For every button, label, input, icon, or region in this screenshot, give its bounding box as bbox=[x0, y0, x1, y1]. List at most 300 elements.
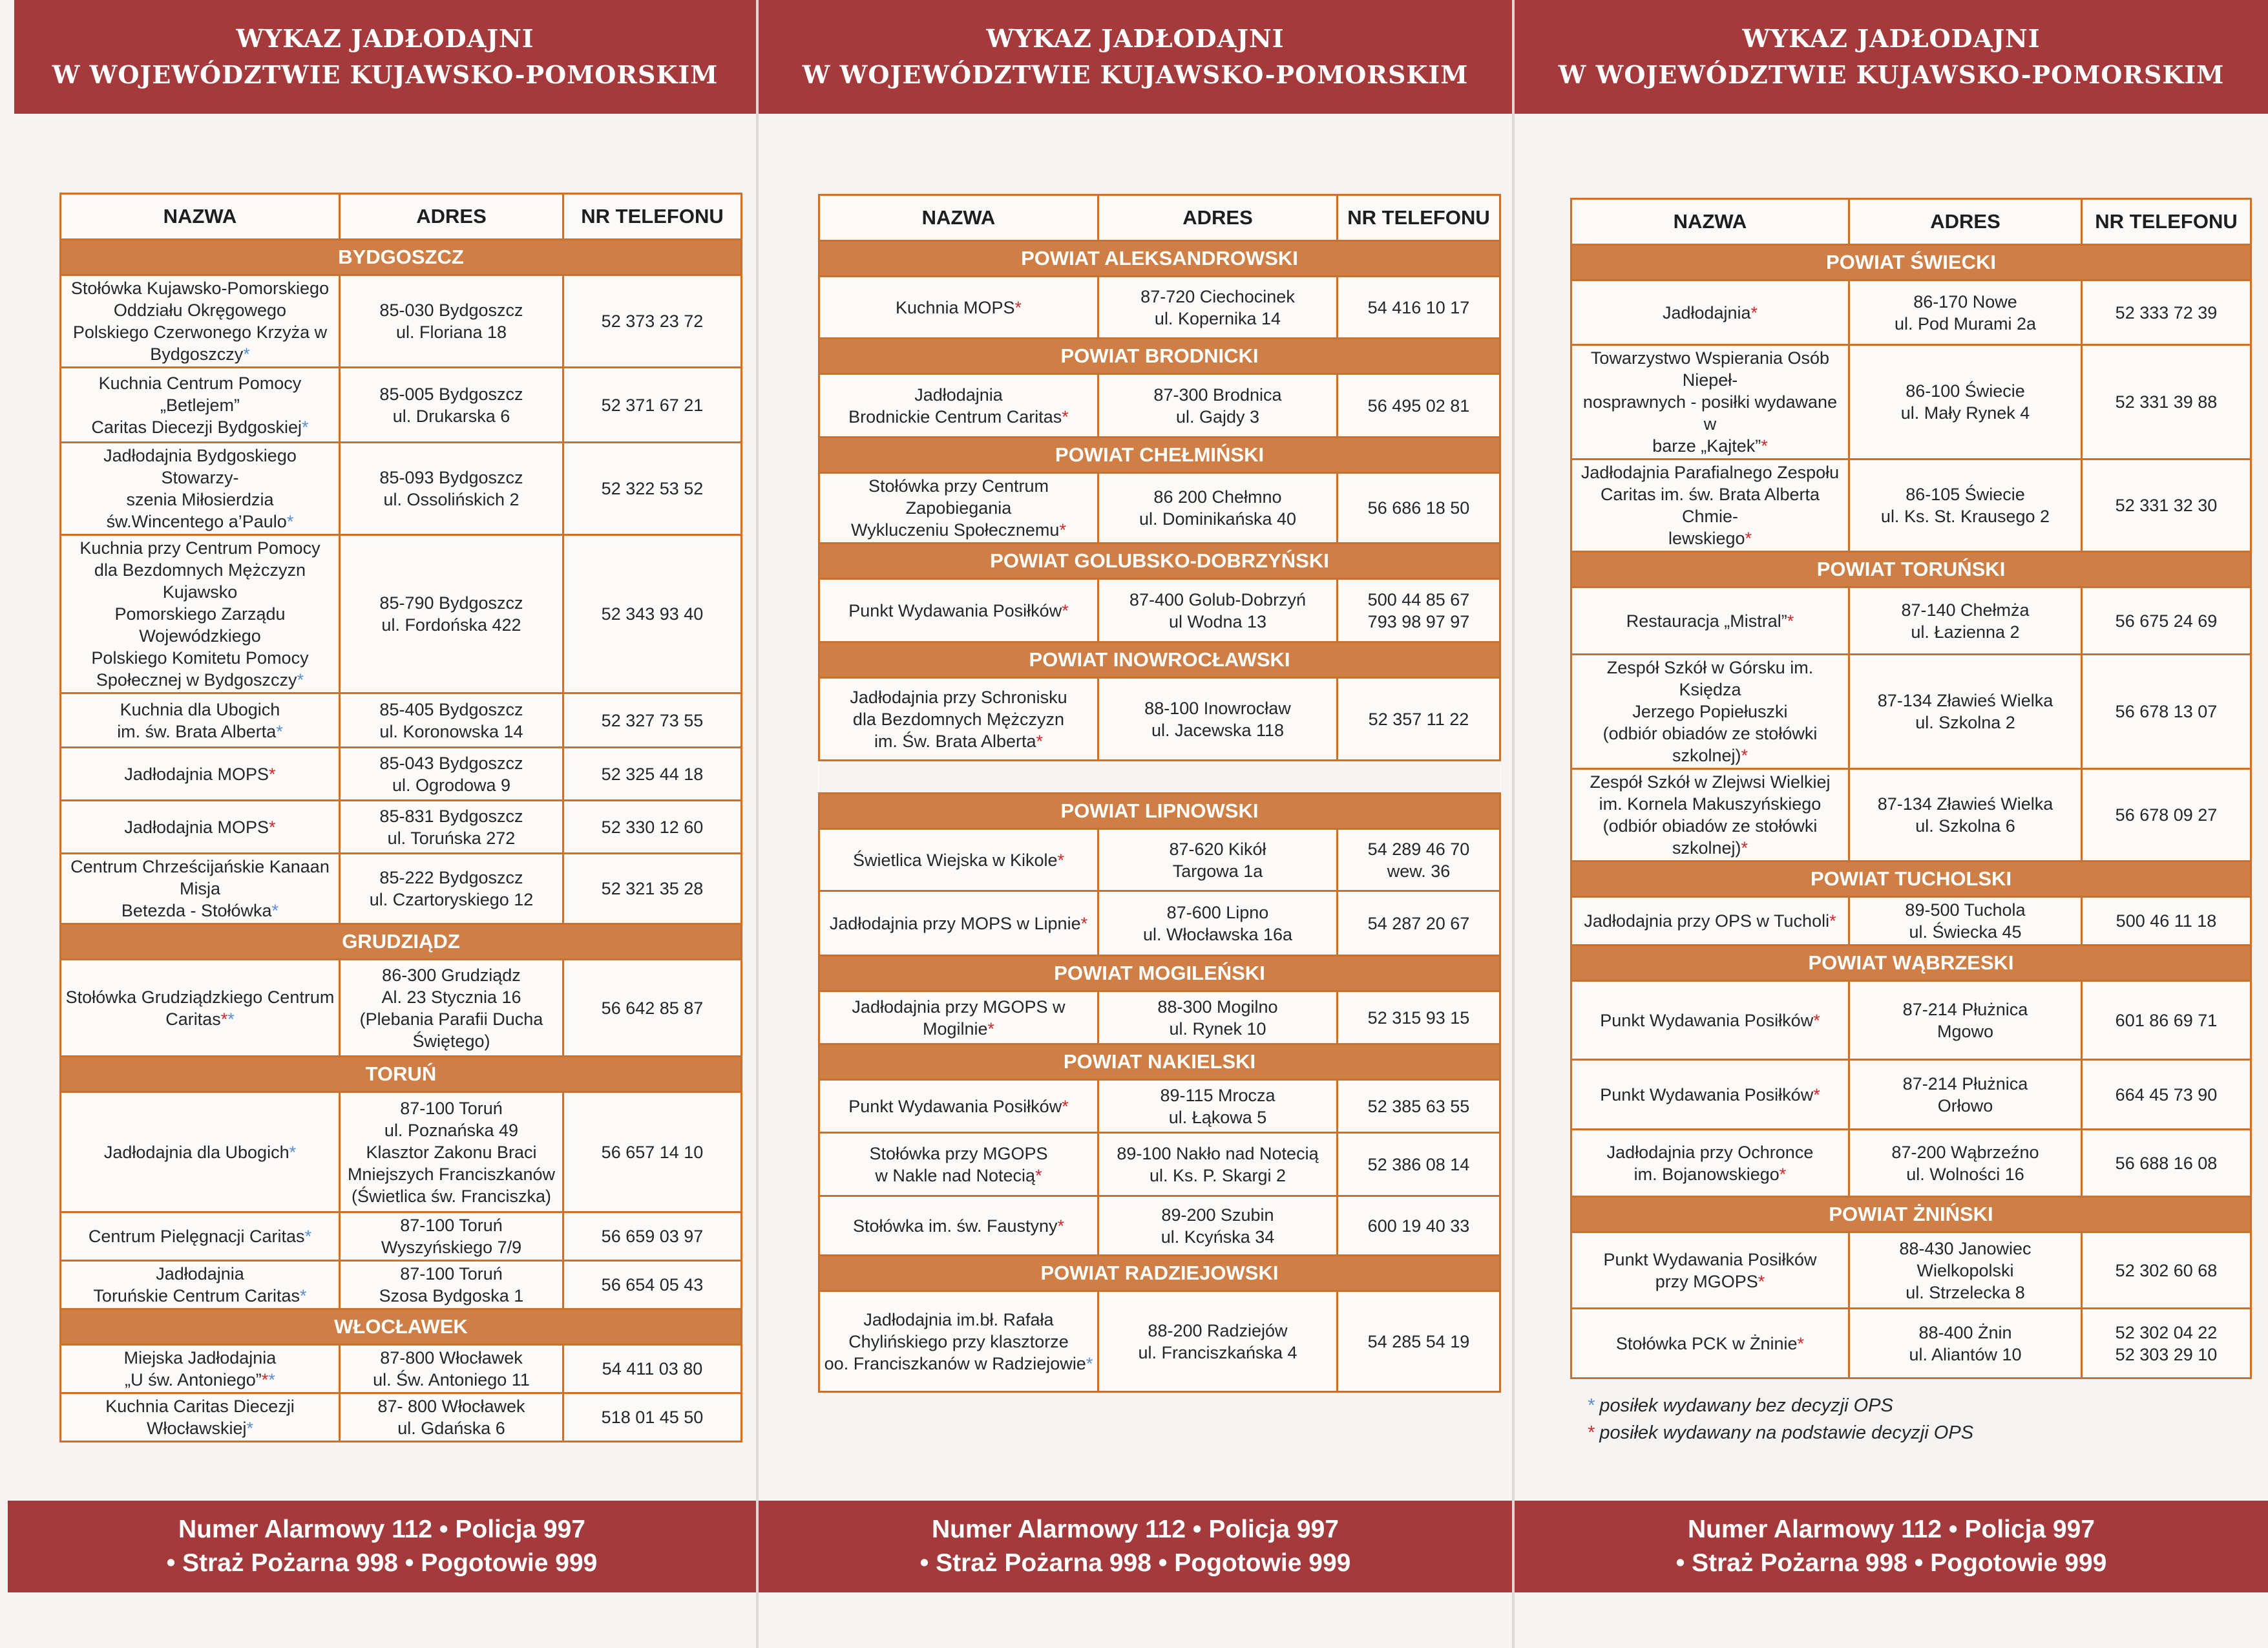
jadlodajnie-table bbox=[59, 193, 742, 1442]
cell-line: 56 688 16 08 bbox=[2115, 1153, 2218, 1173]
cell-address bbox=[340, 1212, 563, 1261]
cell-line: dla Bezdomnych Mężczyzn bbox=[852, 709, 1065, 729]
cell-name bbox=[61, 1212, 340, 1261]
cell-line: 87-100 Toruń bbox=[400, 1264, 503, 1284]
cell-line: 56 495 02 81 bbox=[1367, 396, 1470, 416]
cell-line: (Świetlica św. Franciszka) bbox=[351, 1186, 552, 1206]
cell-line: 52 327 73 55 bbox=[601, 710, 704, 730]
section-title: POWIAT TORUŃSKI bbox=[1571, 552, 2251, 587]
cell-line: 52 303 29 10 bbox=[2115, 1344, 2218, 1364]
cell-line: Restauracja „Mistral”* bbox=[1626, 611, 1794, 631]
cell-line: 85-405 Bydgoszcz bbox=[379, 699, 523, 719]
cell-name bbox=[819, 1196, 1098, 1256]
cell-line: 56 642 85 87 bbox=[601, 998, 704, 1018]
cell-line: ul Wodna 13 bbox=[1168, 611, 1267, 631]
cell-address bbox=[1098, 374, 1338, 438]
cell-address bbox=[1849, 769, 2082, 861]
table-row bbox=[819, 374, 1500, 438]
cell-line: 52 302 60 68 bbox=[2115, 1260, 2218, 1280]
cell-name bbox=[61, 748, 340, 801]
cell-phone bbox=[1338, 579, 1500, 642]
cell-line: Jadłodajnia bbox=[156, 1264, 244, 1284]
star-red-icon: * bbox=[1797, 1333, 1805, 1353]
cell-name bbox=[819, 374, 1098, 438]
cell-line: 86-100 Świecie bbox=[1906, 381, 2025, 401]
cell-line: 52 343 93 40 bbox=[601, 604, 704, 624]
star-blue-icon: * bbox=[1587, 1395, 1595, 1416]
column-header-name: NAZWA bbox=[61, 194, 340, 240]
cell-line: 52 321 35 28 bbox=[601, 879, 704, 898]
section-title: POWIAT CHEŁMIŃSKI bbox=[819, 438, 1500, 473]
section-header-row bbox=[1571, 552, 2251, 587]
cell-line: 87-140 Chełmża bbox=[1901, 600, 2030, 620]
cell-name bbox=[819, 678, 1098, 761]
table-row bbox=[1571, 1309, 2251, 1379]
cell-address bbox=[1849, 460, 2082, 552]
legend-text-blue: posiłek wydawany bez decyzji OPS bbox=[1599, 1395, 1893, 1416]
star-red-icon: * bbox=[1057, 850, 1065, 870]
cell-line: Zespół Szkół w Górsku im. Księdza bbox=[1606, 658, 1814, 699]
cell-line: Targowa 1a bbox=[1172, 861, 1263, 881]
section-header-row bbox=[1571, 945, 2251, 981]
section-header-row bbox=[819, 241, 1500, 277]
cell-line: 87-100 Toruń bbox=[400, 1216, 503, 1235]
cell-line: 87-800 Włocławek bbox=[380, 1348, 523, 1368]
section-title: POWIAT INOWROCŁAWSKI bbox=[819, 642, 1500, 678]
cell-line: Caritas im. św. Brata Alberta Chmie- bbox=[1600, 485, 1820, 526]
header-title-line1: WYKAZ JADŁODAJNI bbox=[236, 24, 534, 53]
cell-line: dla Bezdomnych Mężczyzn Kujawsko bbox=[94, 560, 306, 602]
cell-line: Pomorskiego Zarządu Wojewódzkiego bbox=[114, 604, 286, 646]
cell-line: 87-400 Golub-Dobrzyń bbox=[1129, 589, 1307, 609]
cell-line: ul. Łąkowa 5 bbox=[1168, 1107, 1267, 1127]
cell-address bbox=[1849, 897, 2082, 945]
panel-middle bbox=[756, 0, 1512, 1648]
column-header-name: NAZWA bbox=[819, 195, 1098, 241]
star-red-icon: * bbox=[1813, 1084, 1820, 1104]
cell-phone bbox=[563, 1261, 742, 1309]
star-blue-icon: * bbox=[300, 1286, 307, 1305]
section-title: POWIAT ŚWIECKI bbox=[1571, 245, 2251, 280]
cell-address bbox=[340, 275, 563, 368]
section-header-row bbox=[1571, 1197, 2251, 1232]
table-row bbox=[61, 443, 742, 535]
star-red-icon: * bbox=[220, 1009, 228, 1029]
cell-line: 87-214 Płużnica bbox=[1902, 1073, 2028, 1093]
cell-address bbox=[340, 801, 563, 854]
emergency-numbers-line2: • Straż Pożarna 998 • Pogotowie 999 bbox=[1675, 1549, 2107, 1577]
cell-name bbox=[1571, 981, 1849, 1060]
table-row bbox=[61, 854, 742, 924]
cell-line: oo. Franciszkanów w Radziejowie* bbox=[824, 1353, 1093, 1373]
cell-line: 54 416 10 17 bbox=[1367, 297, 1470, 317]
cell-address bbox=[340, 1345, 563, 1393]
cell-address bbox=[340, 1261, 563, 1309]
cell-line: 88-100 Inowrocław bbox=[1144, 698, 1291, 718]
cell-line: ul. Aliantów 10 bbox=[1909, 1344, 2022, 1364]
cell-name bbox=[61, 854, 340, 924]
section-header-row bbox=[819, 1044, 1500, 1080]
cell-line: 86-105 Świecie bbox=[1906, 485, 2025, 504]
cell-line: ul. Ogrodowa 9 bbox=[392, 775, 511, 795]
cell-line: Miejska Jadłodajnia bbox=[123, 1348, 277, 1368]
cell-line: Jadłodajnia Bydgoskiego Stowarzy- bbox=[103, 446, 297, 487]
legend-item-blue bbox=[1587, 1392, 1973, 1419]
cell-line: 86-170 Nowe bbox=[1913, 291, 2017, 312]
cell-line: ul. Kcyńska 34 bbox=[1160, 1227, 1275, 1247]
cell-line: 88-200 Radziejów bbox=[1148, 1320, 1288, 1340]
cell-name bbox=[819, 891, 1098, 956]
jadlodajnie-table bbox=[818, 194, 1501, 1393]
cell-line: ul. Rynek 10 bbox=[1169, 1019, 1266, 1039]
cell-address bbox=[1098, 579, 1338, 642]
cell-line: Stołówka PCK w Żninie* bbox=[1615, 1333, 1805, 1353]
cell-phone bbox=[1338, 829, 1500, 891]
section-header-row bbox=[819, 1256, 1500, 1291]
cell-address bbox=[1098, 991, 1338, 1044]
cell-address bbox=[1098, 1196, 1338, 1256]
header-title-line2: W WOJEWÓDZTWIE KUJAWSKO-POMORSKIM bbox=[52, 60, 719, 89]
cell-line: ul. Włocławska 16a bbox=[1142, 924, 1293, 944]
star-red-icon: * bbox=[1035, 1165, 1042, 1185]
cell-line: 89-115 Mrocza bbox=[1160, 1085, 1276, 1105]
cell-phone bbox=[2082, 1060, 2251, 1130]
cell-name bbox=[1571, 1060, 1849, 1130]
cell-line: Jadłodajnia Parafialnego Zespołu bbox=[1580, 463, 1840, 482]
cell-line: ul. Świecka 45 bbox=[1909, 922, 2022, 942]
cell-line: ul. Czartoryskiego 12 bbox=[369, 890, 534, 909]
cell-line: 600 19 40 33 bbox=[1367, 1216, 1470, 1236]
cell-line: 793 98 97 97 bbox=[1367, 611, 1470, 631]
cell-line: Oddziału Okręgowego bbox=[113, 301, 287, 320]
cell-address bbox=[1849, 655, 2082, 769]
cell-phone bbox=[2082, 1232, 2251, 1309]
cell-line: Jadłodajnia MOPS* bbox=[124, 764, 276, 784]
cell-line: ul. Franciszkańska 4 bbox=[1138, 1342, 1297, 1362]
column-header-phone: NR TELEFONU bbox=[2082, 199, 2251, 245]
cell-line: Jerzego Popiełuszki bbox=[1632, 702, 1788, 721]
header-title-line1: WYKAZ JADŁODAJNI bbox=[1742, 24, 2041, 53]
cell-line: ul. Kopernika 14 bbox=[1154, 308, 1281, 328]
column-header-address: ADRES bbox=[1849, 199, 2082, 245]
cell-line: ul. Ks. P. Skargi 2 bbox=[1149, 1165, 1286, 1185]
cell-line: 87-214 Płużnica bbox=[1902, 999, 2028, 1019]
cell-phone bbox=[563, 1212, 742, 1261]
table-row bbox=[1571, 345, 2251, 460]
cell-line: Towarzystwo Wspierania Osób Niepeł- bbox=[1590, 348, 1830, 390]
footer-band bbox=[759, 1501, 1512, 1592]
section-header-row bbox=[819, 544, 1500, 579]
cell-address bbox=[1098, 277, 1338, 339]
cell-address bbox=[1849, 587, 2082, 655]
section-title: WŁOCŁAWEK bbox=[61, 1309, 742, 1345]
cell-line: ul. Drukarska 6 bbox=[392, 406, 510, 426]
cell-address bbox=[340, 443, 563, 535]
cell-line: „U św. Antoniego”** bbox=[125, 1370, 275, 1389]
cell-line: 56 659 03 97 bbox=[601, 1227, 704, 1246]
cell-address bbox=[1098, 1291, 1338, 1392]
cell-address bbox=[1098, 678, 1338, 761]
table-row bbox=[819, 991, 1500, 1044]
star-blue-icon: * bbox=[302, 417, 309, 437]
cell-line: 52 322 53 52 bbox=[601, 479, 704, 498]
cell-phone bbox=[563, 1345, 742, 1393]
table-row bbox=[819, 1080, 1500, 1133]
star-red-icon: * bbox=[1741, 838, 1748, 858]
cell-line: 52 373 23 72 bbox=[601, 312, 704, 331]
star-blue-icon: * bbox=[297, 670, 304, 690]
cell-name bbox=[1571, 897, 1849, 945]
cell-line: ul. Pod Murami 2a bbox=[1894, 313, 2037, 333]
section-header-row bbox=[61, 240, 742, 275]
cell-line: Mniejszych Franciszkanów bbox=[347, 1164, 556, 1184]
cell-line: 87-620 Kikół bbox=[1169, 839, 1266, 859]
column-header-phone: NR TELEFONU bbox=[563, 194, 742, 240]
table-row bbox=[61, 960, 742, 1057]
cell-name bbox=[1571, 1309, 1849, 1379]
cell-line: Jadłodajnia przy MGOPS w Mogilnie* bbox=[852, 997, 1066, 1039]
panel-left bbox=[0, 0, 756, 1648]
cell-line: Caritas Diecezji Bydgoskiej* bbox=[91, 417, 309, 437]
cell-name bbox=[61, 1261, 340, 1309]
cell-phone bbox=[2082, 345, 2251, 460]
table-row bbox=[61, 693, 742, 748]
cell-line: 54 285 54 19 bbox=[1367, 1331, 1470, 1351]
section-title: POWIAT BRODNICKI bbox=[819, 339, 1500, 374]
header-title-line2: W WOJEWÓDZTWIE KUJAWSKO-POMORSKIM bbox=[802, 60, 1469, 89]
footer-band bbox=[8, 1501, 756, 1592]
cell-address bbox=[340, 535, 563, 693]
table-row bbox=[1571, 1232, 2251, 1309]
cell-line: 89-200 Szubin bbox=[1161, 1205, 1274, 1225]
section-header-row bbox=[819, 794, 1500, 829]
cell-address bbox=[1849, 345, 2082, 460]
star-red-icon: * bbox=[1761, 436, 1768, 456]
cell-line: 56 657 14 10 bbox=[601, 1142, 704, 1162]
cell-address bbox=[340, 854, 563, 924]
cell-address bbox=[340, 1393, 563, 1442]
cell-address bbox=[1849, 1232, 2082, 1309]
legend-text-red: posiłek wydawany na podstawie decyzji OPS bbox=[1599, 1422, 1974, 1443]
legend bbox=[1587, 1392, 1973, 1446]
cell-line: ul. Floriana 18 bbox=[395, 322, 507, 342]
cell-line: 86-300 Grudziądz bbox=[382, 965, 521, 985]
section-title: POWIAT NAKIELSKI bbox=[819, 1044, 1500, 1080]
cell-line: 86 200 Chełmno bbox=[1153, 487, 1282, 507]
cell-line: Społecznej w Bydgoszczy* bbox=[96, 670, 304, 690]
cell-name bbox=[1571, 280, 1849, 345]
cell-line: (odbiór obiadów ze stołówki szkolnej)* bbox=[1602, 816, 1818, 858]
cell-line: 52 331 39 88 bbox=[2115, 392, 2218, 412]
cell-line: Kuchnia przy Centrum Pomocy bbox=[79, 538, 320, 558]
cell-line: ul. Poznańska 49 bbox=[384, 1120, 519, 1140]
cell-address bbox=[340, 693, 563, 748]
cell-phone bbox=[563, 535, 742, 693]
cell-address bbox=[1098, 891, 1338, 956]
section-gap bbox=[819, 761, 1500, 794]
cell-name bbox=[819, 579, 1098, 642]
cell-line: 87-720 Ciechocinek bbox=[1140, 286, 1295, 306]
cell-address bbox=[340, 960, 563, 1057]
cell-line: 601 86 69 71 bbox=[2115, 1010, 2218, 1030]
cell-line: nosprawnych - posiłki wydawane w bbox=[1582, 392, 1838, 434]
table-header-row bbox=[1571, 199, 2251, 245]
cell-line: Punkt Wydawania Posiłków* bbox=[1600, 1084, 1820, 1104]
table-row bbox=[61, 1393, 742, 1442]
cell-line: 54 289 46 70 bbox=[1367, 839, 1470, 859]
cell-line: Jadłodajnia przy Schronisku bbox=[850, 687, 1067, 707]
table-row bbox=[819, 891, 1500, 956]
cell-address bbox=[1098, 1133, 1338, 1196]
cell-line: Polskiego Komitetu Pomocy bbox=[91, 648, 309, 668]
table-row bbox=[1571, 1130, 2251, 1197]
cell-line: szenia Miłosierdzia bbox=[126, 490, 274, 509]
section-header-row bbox=[1571, 245, 2251, 280]
cell-line: 54 411 03 80 bbox=[602, 1359, 703, 1379]
table-row bbox=[819, 473, 1500, 544]
cell-name bbox=[61, 801, 340, 854]
table-row bbox=[819, 829, 1500, 891]
footer-band bbox=[1515, 1501, 2268, 1592]
cell-address bbox=[1849, 280, 2082, 345]
cell-line: 87-134 Zławieś Wielka bbox=[1877, 691, 2053, 710]
cell-name bbox=[1571, 587, 1849, 655]
star-red-icon: * bbox=[1741, 746, 1748, 765]
cell-line: Kuchnia Centrum Pomocy „Betlejem” bbox=[98, 373, 302, 415]
table-row bbox=[819, 579, 1500, 642]
cell-line: barze „Kajtek”* bbox=[1652, 436, 1768, 456]
star-blue-icon: * bbox=[286, 512, 294, 531]
table-row bbox=[1571, 897, 2251, 945]
cell-line: Kuchnia Caritas Diecezji Włocławskiej* bbox=[105, 1397, 295, 1438]
cell-line: Orłowo bbox=[1937, 1095, 1993, 1115]
cell-line: ul. Fordońska 422 bbox=[381, 615, 521, 635]
star-red-icon: * bbox=[1829, 911, 1836, 931]
cell-line: (Plebania Parafii Ducha bbox=[359, 1009, 543, 1029]
cell-phone bbox=[563, 960, 742, 1057]
cell-line: Punkt Wydawania Posiłków* bbox=[848, 600, 1069, 620]
cell-line: Świętego) bbox=[412, 1031, 490, 1051]
cell-phone bbox=[1338, 374, 1500, 438]
cell-line: 89-100 Nakło nad Notecią bbox=[1117, 1143, 1319, 1163]
cell-line: 56 678 13 07 bbox=[2115, 702, 2218, 721]
section-header-row bbox=[819, 956, 1500, 991]
cell-address bbox=[1098, 829, 1338, 891]
cell-line: 88-300 Mogilno bbox=[1157, 997, 1278, 1017]
cell-name bbox=[819, 1133, 1098, 1196]
section-header-row bbox=[1571, 861, 2251, 897]
cell-line: Chylińskiego przy klasztorze bbox=[848, 1331, 1069, 1351]
cell-line: ul. Gdańska 6 bbox=[397, 1419, 505, 1438]
cell-line: 500 44 85 67 bbox=[1367, 589, 1470, 609]
cell-line: ul. Ossolińskich 2 bbox=[383, 490, 520, 509]
cell-line: Kuchnia MOPS* bbox=[895, 297, 1022, 317]
cell-name bbox=[819, 1080, 1098, 1133]
table-row bbox=[61, 1092, 742, 1212]
cell-name bbox=[61, 960, 340, 1057]
cell-line: 88-430 Janowiec Wielkopolski bbox=[1899, 1238, 2032, 1280]
cell-line: ul. Łazienna 2 bbox=[1911, 622, 2020, 642]
emergency-numbers-line2: • Straż Pożarna 998 • Pogotowie 999 bbox=[919, 1549, 1351, 1577]
section-header-row bbox=[819, 339, 1500, 374]
table-row bbox=[61, 1212, 742, 1261]
cell-line: 85-043 Bydgoszcz bbox=[379, 753, 523, 773]
cell-line: 52 386 08 14 bbox=[1367, 1154, 1470, 1174]
cell-name bbox=[1571, 345, 1849, 460]
cell-line: 85-222 Bydgoszcz bbox=[379, 868, 523, 887]
cell-line: lewskiego* bbox=[1668, 529, 1752, 548]
section-title: POWIAT MOGILEŃSKI bbox=[819, 956, 1500, 991]
cell-line: 56 654 05 43 bbox=[601, 1275, 704, 1294]
cell-line: Szosa Bydgoska 1 bbox=[379, 1286, 524, 1305]
star-red-icon: * bbox=[1779, 1164, 1787, 1184]
cell-line: Punkt Wydawania Posiłków bbox=[1603, 1249, 1817, 1269]
cell-line: 87-300 Brodnica bbox=[1153, 385, 1282, 405]
section-title: TORUŃ bbox=[61, 1057, 742, 1092]
table-row bbox=[1571, 655, 2251, 769]
column-header-phone: NR TELEFONU bbox=[1338, 195, 1500, 241]
cell-line: 87- 800 Włocławek bbox=[377, 1397, 525, 1416]
cell-line: 87-200 Wąbrzeźno bbox=[1891, 1142, 2039, 1162]
section-title: GRUDZIĄDZ bbox=[61, 924, 742, 960]
star-red-icon: * bbox=[1758, 1271, 1765, 1291]
star-red-icon: * bbox=[1080, 913, 1088, 933]
cell-name bbox=[61, 368, 340, 443]
cell-name bbox=[819, 473, 1098, 544]
cell-line: Jadłodajnia MOPS* bbox=[124, 817, 276, 837]
table-row bbox=[1571, 769, 2251, 861]
star-blue-icon: * bbox=[289, 1142, 297, 1162]
cell-phone bbox=[2082, 460, 2251, 552]
cell-line: Bydgoszczy* bbox=[150, 344, 250, 364]
cell-phone bbox=[563, 1092, 742, 1212]
cell-line: 85-005 Bydgoszcz bbox=[379, 384, 523, 404]
star-red-icon: * bbox=[1057, 1216, 1065, 1236]
cell-line: 54 287 20 67 bbox=[1367, 913, 1470, 933]
table-row bbox=[819, 678, 1500, 761]
cell-name bbox=[61, 1345, 340, 1393]
cell-line: 52 325 44 18 bbox=[601, 764, 704, 784]
cell-line: im. Św. Brata Alberta* bbox=[874, 731, 1044, 751]
column-header-address: ADRES bbox=[1098, 195, 1338, 241]
cell-line: im. św. Brata Alberta* bbox=[117, 721, 283, 741]
header-band bbox=[14, 0, 756, 114]
cell-phone bbox=[563, 748, 742, 801]
star-red-icon: * bbox=[987, 1019, 995, 1039]
cell-line: Klasztor Zakonu Braci bbox=[366, 1142, 537, 1162]
cell-name bbox=[61, 693, 340, 748]
gap-cell bbox=[819, 761, 1500, 794]
cell-line: 87-600 Lipno bbox=[1166, 902, 1269, 922]
cell-address bbox=[1849, 1060, 2082, 1130]
cell-line: Centrum Pielęgnacji Caritas* bbox=[88, 1227, 312, 1246]
star-red-icon: * bbox=[1587, 1422, 1595, 1443]
cell-line: im. Kornela Makuszyńskiego bbox=[1599, 794, 1822, 814]
cell-line: ul. Jacewska 118 bbox=[1151, 720, 1285, 740]
cell-line: Zespół Szkół w Zlejwsi Wielkiej bbox=[1590, 772, 1831, 792]
cell-name bbox=[819, 277, 1098, 339]
table-header-row bbox=[61, 194, 742, 240]
cell-phone bbox=[1338, 1291, 1500, 1392]
cell-line: 52 302 04 22 bbox=[2115, 1322, 2218, 1342]
cell-phone bbox=[2082, 769, 2251, 861]
cell-line: ul. Św. Antoniego 11 bbox=[373, 1370, 530, 1389]
cell-name bbox=[61, 443, 340, 535]
cell-phone bbox=[1338, 1196, 1500, 1256]
cell-line: 87-100 Toruń bbox=[400, 1098, 503, 1118]
cell-line: 87-134 Zławieś Wielka bbox=[1877, 794, 2053, 814]
cell-line: Caritas** bbox=[165, 1009, 235, 1029]
